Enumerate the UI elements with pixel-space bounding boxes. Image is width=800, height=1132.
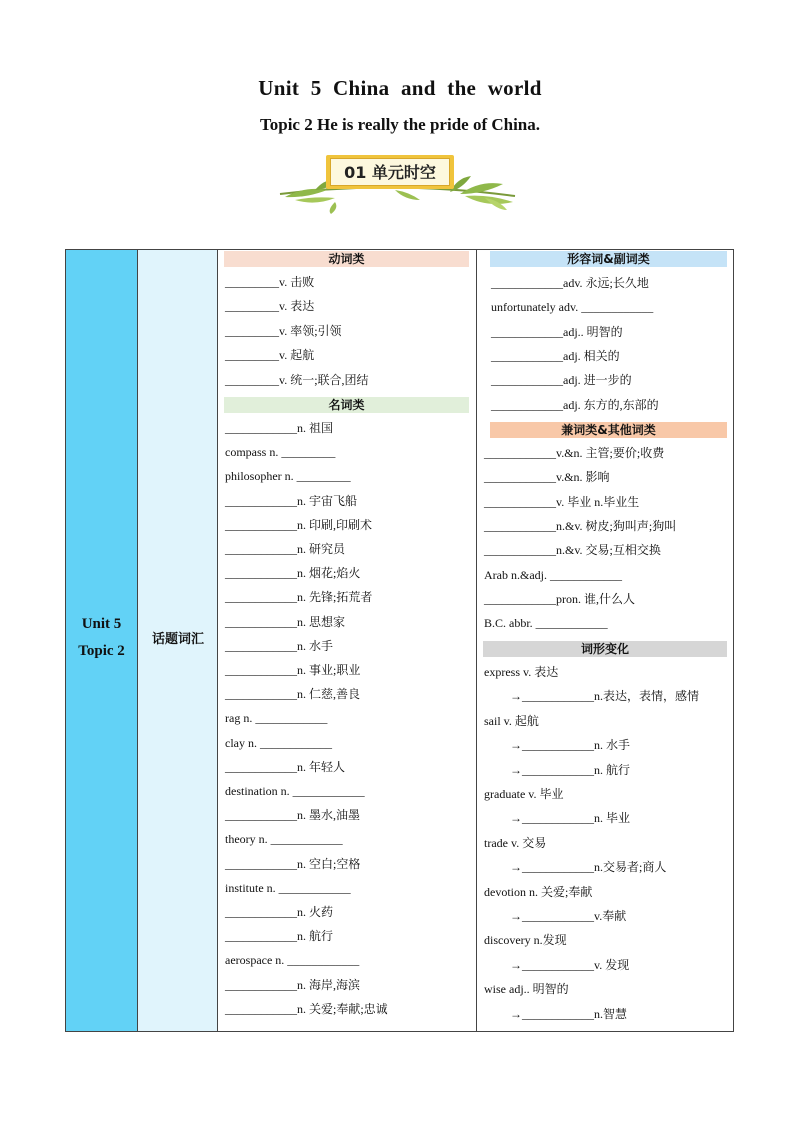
forms-row: →____________n.交易者;商人 bbox=[510, 860, 667, 875]
nouns-row: ____________n. 事业;职业 bbox=[225, 663, 361, 677]
forms-row: sail v. 起航 bbox=[484, 713, 539, 728]
nouns-row: ____________n. 先锋;拓荒者 bbox=[225, 590, 373, 605]
nouns-row: aerospace n. ____________ bbox=[225, 953, 360, 968]
nouns-row: ____________n. 祖国 bbox=[225, 421, 334, 435]
forms-row: wise adj.. 明智的 bbox=[484, 982, 569, 997]
forms-row: graduate v. 毕业 bbox=[484, 787, 564, 801]
adjectives-row: ____________adv. 永远;长久地 bbox=[491, 276, 649, 290]
adjectives-header: 形容词&副词类 bbox=[490, 251, 727, 267]
misc-row: ____________pron. 谁,什么人 bbox=[484, 591, 635, 606]
nouns-row: ____________n. 航行 bbox=[225, 929, 334, 944]
forms-row: discovery n.发现 bbox=[484, 933, 567, 948]
forms-row: →____________n.表达，表情，感情 bbox=[510, 689, 700, 704]
banner-label: 01 单元时空 bbox=[344, 163, 436, 182]
adjectives-row: unfortunately adv. ____________ bbox=[491, 300, 654, 315]
nouns-row: ____________n. 年轻人 bbox=[225, 759, 346, 774]
misc-row: Arab n.&adj. ____________ bbox=[484, 567, 622, 582]
adjectives-row: ____________adj. 进一步的 bbox=[491, 373, 632, 388]
nouns-row: compass n. _________ bbox=[225, 445, 336, 460]
misc-row: ____________v.&n. 主管;要价;收费 bbox=[484, 446, 665, 460]
nouns-row: ____________n. 墨水,油墨 bbox=[225, 808, 361, 823]
nouns-row: ____________n. 烟花;焰火 bbox=[225, 566, 361, 581]
forms-row: →____________n. 航行 bbox=[510, 762, 631, 777]
misc-row: ____________v. 毕业 n.毕业生 bbox=[484, 494, 640, 509]
word-forms-header: 词形变化 bbox=[483, 641, 727, 657]
verbs-row: _________v. 表达 bbox=[225, 299, 315, 314]
forms-row: →____________v.奉献 bbox=[510, 909, 627, 923]
unit-label: Unit 5 bbox=[81, 616, 122, 632]
topic-label: 话题词汇 bbox=[151, 632, 204, 647]
misc-row: ____________n.&v. 树皮;狗叫声;狗叫 bbox=[484, 518, 677, 533]
nouns-row: ____________n. 关爱;奉献;忠诚 bbox=[225, 1001, 388, 1016]
nouns-row: ____________n. 火药 bbox=[225, 905, 334, 919]
forms-row: express v. 表达 bbox=[484, 665, 559, 679]
verbs-row: _________v. 率领;引领 bbox=[225, 323, 342, 338]
forms-row: →____________n. 毕业 bbox=[510, 811, 631, 826]
verbs-row: _________v. 统一;联合,团结 bbox=[225, 372, 369, 387]
nouns-row: ____________n. 思想家 bbox=[225, 614, 346, 629]
nouns-row: rag n. ____________ bbox=[225, 711, 328, 726]
misc-header: 兼词类&其他词类 bbox=[490, 422, 727, 438]
forms-row: →____________v. 发现 bbox=[510, 957, 630, 972]
adjectives-row: ____________adj. 东方的,东部的 bbox=[491, 397, 659, 412]
nouns-row: ____________n. 水手 bbox=[225, 638, 334, 653]
forms-row: →____________n.智慧 bbox=[510, 1006, 628, 1021]
topic-number-label: Topic 2 bbox=[78, 643, 125, 659]
nouns-row: clay n. ____________ bbox=[225, 735, 332, 750]
misc-row: B.C. abbr. ____________ bbox=[484, 616, 608, 631]
nouns-row: theory n. ____________ bbox=[225, 832, 343, 847]
nouns-row: ____________n. 海岸,海滨 bbox=[225, 977, 361, 992]
document-title: Unit 5 China and the world bbox=[258, 76, 542, 100]
verbs-header: 动词类 bbox=[224, 251, 469, 267]
forms-row: trade v. 交易 bbox=[484, 835, 547, 850]
nouns-row: philosopher n. _________ bbox=[225, 469, 351, 484]
section-banner bbox=[275, 150, 520, 215]
document-subtitle: Topic 2 He is really the pride of China. bbox=[259, 115, 541, 134]
nouns-row: ____________n. 印刷,印刷术 bbox=[225, 517, 373, 532]
banner-box bbox=[326, 155, 454, 189]
nouns-row: ____________n. 空白;空格 bbox=[225, 856, 361, 871]
nouns-row: institute n. ____________ bbox=[225, 880, 351, 895]
nouns-row: ____________n. 研究员 bbox=[225, 542, 346, 556]
nouns-row: ____________n. 仁慈,善良 bbox=[225, 687, 361, 702]
nouns-row: destination n. ____________ bbox=[225, 784, 365, 798]
misc-row: ____________v.&n. 影响 bbox=[484, 470, 610, 485]
column-divider bbox=[476, 249, 477, 1032]
forms-row: →____________n. 水手 bbox=[510, 738, 631, 753]
verbs-row: _________v. 击败 bbox=[225, 275, 315, 289]
nouns-row: ____________n. 宇宙飞船 bbox=[225, 493, 358, 508]
forms-row: devotion n. 关爱;奉献 bbox=[484, 884, 593, 899]
adjectives-row: ____________adj.. 明智的 bbox=[491, 324, 623, 339]
adjectives-row: ____________adj. 相关的 bbox=[491, 348, 620, 363]
misc-row: ____________n.&v. 交易;互相交换 bbox=[484, 543, 661, 558]
nouns-header: 名词类 bbox=[224, 397, 469, 413]
verbs-row: _________v. 起航 bbox=[225, 348, 315, 363]
